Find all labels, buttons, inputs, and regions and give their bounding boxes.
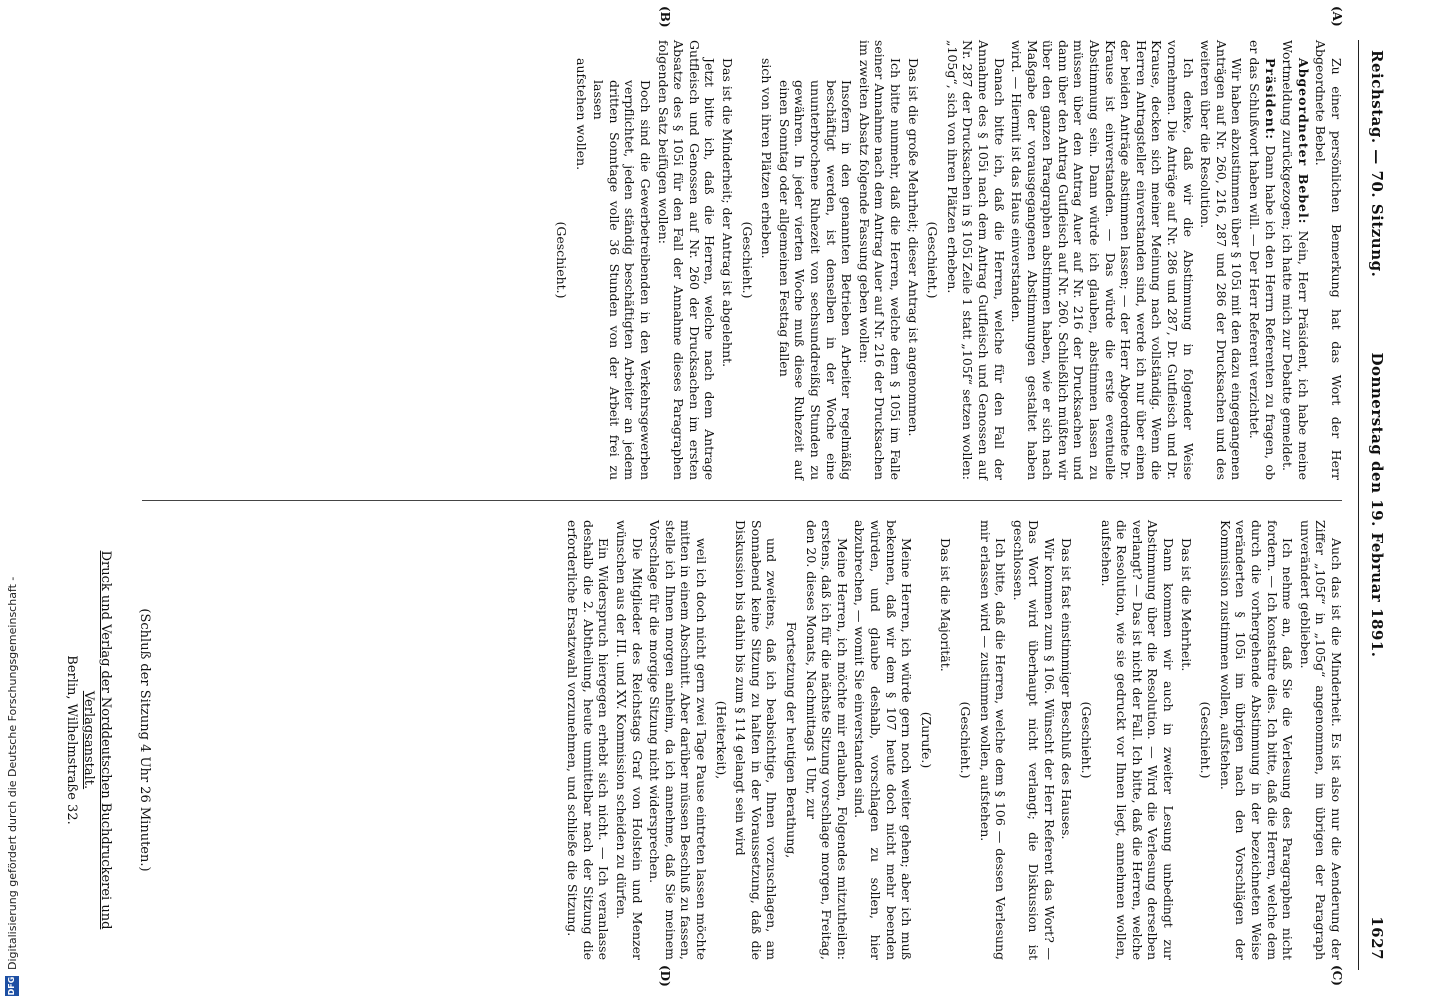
column-divider [142, 500, 1342, 501]
paragraph-text: Nein, Herr Präsident, ich habe meine Wortmeldung zurückgezogen; ich hatte mich zur Debatte gemeldet. [1280, 40, 1311, 481]
paragraph [1217, 520, 1295, 960]
digitization-note: Digitalisierung gefördert durch die Deutsche Forschungsgemeinschaft - [6, 576, 19, 970]
paragraph [944, 40, 1006, 480]
paragraph-text: Danach bitte ich, daß die Herren, welche für den Fall der Annahme des § 105i nach dem Antrag Gutfleisch und Genossen auf Nr. 287 der Drucksachen in § 105i Zeile 1 statt „105f“ setzen wollen: „105g“, sich von ihren Plätzen erheben. [944, 40, 1007, 480]
paragraph [733, 520, 780, 960]
paragraph-text: (Heiterkeit), [713, 700, 729, 780]
paragraph-text: (Geschieht.) [554, 221, 570, 299]
stage-direction [925, 40, 941, 480]
header-rule [1358, 40, 1359, 970]
paragraph [1098, 520, 1176, 960]
paragraph [1178, 520, 1194, 960]
paragraph [803, 520, 850, 960]
margin-label-c: (C) [1330, 965, 1344, 986]
paragraph [1059, 520, 1075, 960]
paragraph-text: Fortsetzung der heutigen Berathung, [784, 621, 799, 859]
paragraph [613, 520, 644, 960]
paragraph-text: Das ist die große Mehrheit; dieser Antrag ist angenommen. [905, 58, 921, 437]
paragraph [1280, 40, 1311, 480]
paragraph [719, 40, 735, 480]
paragraph [938, 520, 954, 960]
paragraph-text: Die Mitglieder des Reichstags Graf von Holstein und Menzer wünschen aus der III. und XV. Kommission scheiden zu dürfen. [614, 520, 645, 960]
paragraph [1246, 40, 1277, 480]
paragraph-text: Doch sind die Gewerbetreibenden in den Verkehrsgewerben verpflichtet, jeden ständig beschäftigten Arbeiter an jedem dritten Sonntage volle 36 Stunden von der Arbeit frei zu lassen [591, 80, 654, 480]
paragraph-text: Auch das ist die Minderheit. Es ist also nur die Aenderung der Ziffer „105f“ in „105g“ angenommen, im übrigen der Paragraph unverändert geblieben. [1297, 520, 1344, 960]
paragraph-text: (Geschieht.) [957, 701, 973, 779]
margin-label-b: (B) [658, 6, 672, 28]
paragraph [1313, 40, 1344, 480]
paragraph-text: aufstehen wollen. [573, 58, 589, 171]
paragraph [1010, 520, 1057, 960]
paragraph [573, 40, 589, 480]
right-column [563, 520, 1344, 960]
paragraph-text: Ich bitte nunmehr, daß die Herren, welche dem § 105i im Falle seiner Annahme nach dem Antrag Auer auf Nr. 216 der Drucksachen im zweiten Absatz folgende Fassung geben wollen: [856, 40, 903, 480]
paragraph-text: sich von ihren Plätzen erheben. [759, 58, 775, 259]
paragraph-text: Ein Widerspruch hiergegen erhebt sich nicht. — Ich veranlasse deshalb die 2. Abtheilung, heute unmittelbar nach der Sitzung die erforderliche Ersatzwahl vorzunehmen, und schließe die Sitzung. [565, 520, 612, 960]
paragraph-text: Ich bitte, daß die Herren, welche dem § 106 — dessen Verlesung mir erlassen wird — zustimmen wollen, aufstehen. [977, 520, 1009, 960]
margin-label-a: (A) [1330, 6, 1344, 27]
paragraph [977, 520, 1008, 960]
stage-direction [783, 520, 799, 960]
stage-direction [957, 520, 973, 960]
speaker-name: Abgeordneter Bebel: [1295, 58, 1311, 225]
paragraph [1009, 40, 1196, 480]
paragraph-text: Wir kommen zum § 106. Wünscht der Herr Referent das Wort? — Das Wort wird überhaupt nicht verlangt; die Diskussion ist geschlossen. [1010, 520, 1057, 960]
session-end-note: (Schluß der Sitzung 4 Uhr 26 Minuten.) [137, 608, 152, 872]
paragraph [1198, 40, 1245, 480]
quoted-amendment [776, 40, 854, 480]
paragraph [905, 40, 921, 480]
paragraph-text: Meine Herren, ich würde gern noch weiter gehen; aber ich muß bekennen, daß wir dem § 107 heute doch nicht mehr beenden würden, und glaube deshalb, vorschlagen zu sollen, hier abzubrechen, — womit Sie einverstanden sind. [852, 520, 915, 960]
paragraph-text: (Geschieht.) [925, 221, 941, 299]
stage-direction [1198, 520, 1214, 960]
paragraph-text: Insofern in den genannten Betrieben Arbeiter regelmäßig beschäftigt werden, ist denselben in der Woche eine ununterbrochene Ruhezeit von sechsunddreißig Stunden zu gewähren. In jeder vierten Woche muß diese Ruhezeit auf einen Sonntag oder allgemeinen Festtag fallen [776, 80, 855, 480]
page-header [1358, 40, 1392, 970]
paragraph [647, 520, 709, 960]
paragraph-text: Das ist die Mehrheit. [1178, 538, 1194, 672]
printer-line-2: Berlin, Wilhelmstraße 32. [64, 655, 79, 825]
paragraph-text: Wir haben abzustimmen über § 105i mit den dazu eingegangenen Anträgen auf Nr. 260, 216, 287 und 286 der Drucksachen und des weiteren über die Resolution. [1198, 40, 1245, 480]
printer-line-1: Druck und Verlag der Norddeutschen Buchdruckerei und Verlagsanstalt. [81, 550, 113, 930]
stage-direction [918, 520, 934, 960]
paragraph-text: Das ist die Majorität. [938, 538, 954, 672]
paragraph-text: Dann kommen wir auch in zweiter Lesung unbedingt zur Abstimmung über die Resolution. — Wird die Verlesung derselben verlangt? — Das ist nicht der Fall. Ich bitte, daß die Herren, welche die Resolution, wie sie gedruckt vor Ihnen liegt, annehmen wollen, aufstehen. [1098, 520, 1177, 960]
printer-imprint [63, 520, 114, 960]
paragraph-text: Das ist die Minderheit; der Antrag ist abgelehnt. [720, 58, 736, 368]
left-column [550, 40, 1345, 480]
paragraph-text: und zweitens, daß ich beabsichtige, Ihnen vorzuschlagen, am Sonnabend keine Sitzung zu halten in der Voraussetzung, daß die Diskussion bis dahin bis zum § 114 gelangt sein wird [733, 520, 780, 960]
paragraph [565, 520, 612, 960]
dfg-logo: DFG [5, 976, 19, 996]
paragraph-text: Zu einer persönlichen Bemerkung hat das Wort der Herr Abgeordnete Bebel. [1313, 40, 1344, 480]
paragraph-text: Jetzt bitte ich, daß die Herren, welche nach dem Antrage Gutfleisch und Genossen auf Nr. 260 der Drucksachen im ersten Absatze des § 105i für den Fall der Annahme dieses Paragraphen folgenden Satz beifügen wollen: [655, 40, 718, 480]
header-left: Reichstag. — 70. Sitzung. [1368, 50, 1386, 278]
paragraph [759, 40, 775, 480]
header-date: Donnerstag den 19. Februar 1891. [1368, 352, 1386, 658]
paragraph-text: Ich denke, daß wir die Abstimmung in folgender Weise vornehmen. Die Anträge auf Nr. 286 und 287, Dr. Gutfleisch und Dr. Krause, decken sich meiner Meinung nach vollständig. Wenn die Herren Antragsteller einverstanden sind, werde ich nur über einen der beiden Anträge abstimmen lassen; — der Herr Abgeordnete Dr. Krause ist einverstanden. — Das würde die erste eventuelle Abstimmung sein. Dann würde ich glauben, abstimmen lassen zu müssen über den Antrag Auer auf Nr. 216 der Drucksachen und dann über den Antrag Gutfleisch auf Nr. 260. Schließlich müßten wir über den ganzen Paragraphen abstimmen haben, wie er sich nach Maßgabe der vorausgegangenen Abstimmungen gestaltet haben wird. — Hiermit ist das Haus einverstanden. [1009, 40, 1196, 480]
speaker-name: Präsident: [1262, 58, 1278, 141]
paragraph-text: Ich nehme an, daß Sie die Verlesung des Paragraphen nicht fordern. — Ich konstatire dies. Ich bitte, daß die Herren, welche dem durch die vorhergehende Abstimmung in der bezeichneten Weise veränderten § 105i im übrigen nach den Vorschlägen der Kommission zustimmen wollen, aufstehen. [1217, 520, 1296, 961]
stage-direction [1079, 520, 1095, 960]
page-number: 1627 [1368, 916, 1386, 960]
paragraph [1297, 520, 1344, 960]
digitization-bar [0, 0, 26, 1000]
paragraph-text: (Geschieht.) [739, 221, 755, 299]
paragraph-text: Meine Herren, ich möchte mir erlauben, Folgendes mitzutheilen: erstens, daß ich für die nächste Sitzung vorschlage morgen, Freitag, den 20. dieses Monats, Nachmittags 1 Uhr, zur [803, 520, 850, 960]
stage-direction [739, 40, 755, 480]
paragraph-text: weil ich doch nicht gern zwei Tage Pause eintreten lassen möchte mitten in einem Abschnitt. Aber darüber müssen Beschluß zu fassen, stelle ich Ihnen morgen anheim, da ich annehme, daß Sie meinem Vorschlage für die morgige Sitzung nicht widersprechen. [647, 520, 710, 960]
stage-direction [713, 520, 729, 960]
paragraph [856, 40, 903, 480]
paragraph-text: (Geschieht.) [1198, 701, 1214, 779]
paragraph-text: Das ist fast einstimmiger Beschluß des Hauses. [1059, 538, 1075, 840]
paragraph-text: Dann habe ich den Herrn Referenten zu fragen, ob er das Schlußwort haben will. — Der Herr Referent verzichtet. [1247, 40, 1278, 480]
paragraph [655, 40, 717, 480]
paragraph [852, 520, 914, 960]
paragraph-text: (Zurufe.) [918, 711, 934, 769]
quoted-amendment [591, 40, 653, 480]
paragraph-text: (Geschieht.) [1079, 701, 1095, 779]
margin-label-d: (D) [658, 965, 672, 987]
stage-direction [554, 40, 570, 480]
